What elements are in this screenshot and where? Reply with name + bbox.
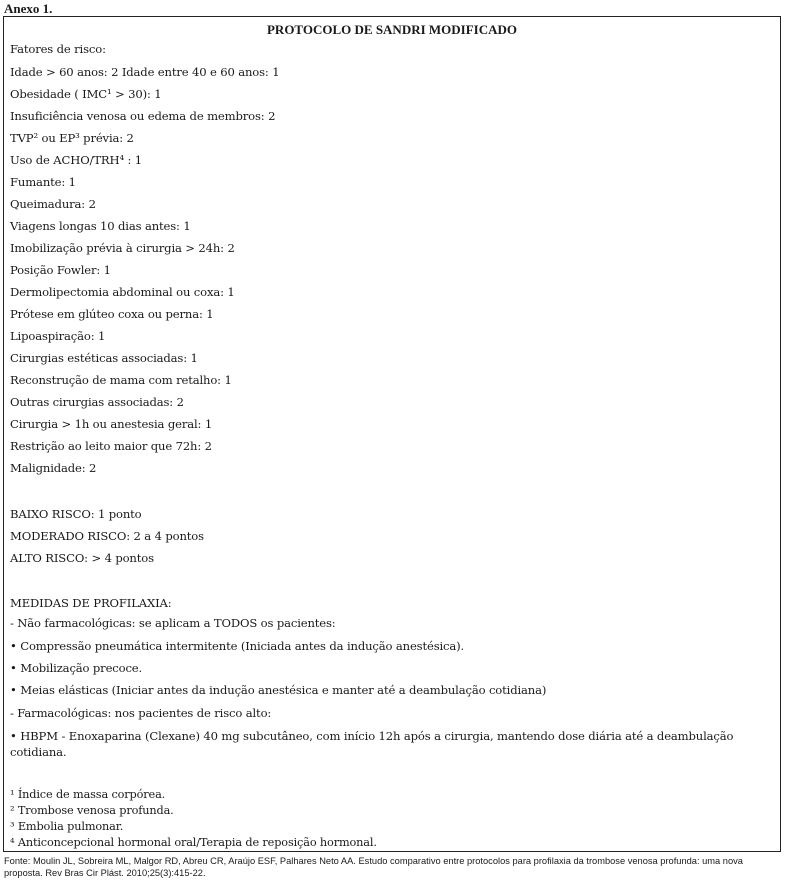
- risk-factor-previous-dvt: TVP² ou EP³ prévia: 2: [10, 131, 134, 145]
- risk-level-high: ALTO RISCO: > 4 pontos: [10, 551, 154, 565]
- prophylaxis-heading: MEDIDAS DE PROFILAXIA:: [10, 596, 172, 610]
- non-pharma-item-mobilization: • Mobilização precoce.: [10, 661, 143, 675]
- risk-factor-malignancy: Malignidade: 2: [10, 461, 97, 475]
- annex-label: Anexo 1.: [4, 1, 53, 16]
- risk-factor-burn: Queimadura: 2: [10, 197, 96, 211]
- risk-factor-long-travel: Viagens longas 10 dias antes: 1: [10, 219, 191, 233]
- protocol-title: PROTOCOLO DE SANDRI MODIFICADO: [266, 22, 518, 37]
- risk-factor-other-surgeries: Outras cirurgias associadas: 2: [10, 395, 184, 409]
- risk-level-low: BAIXO RISCO: 1 ponto: [10, 507, 142, 521]
- non-pharma-heading: - Não farmacológicas: se aplicam a TODOS os pacientes:: [10, 616, 336, 630]
- risk-factor-bed-restriction: Restrição ao leito maior que 72h: 2: [10, 439, 212, 453]
- risk-factor-aesthetic-surgeries: Cirurgias estéticas associadas: 1: [10, 351, 198, 365]
- footnote-3: ³ Embolia pulmonar.: [10, 820, 124, 833]
- risk-factor-liposuction: Lipoaspiração: 1: [10, 329, 106, 343]
- risk-factor-hormonal: Uso de ACHO/TRH⁴ : 1: [10, 153, 142, 167]
- protocol-box: [3, 16, 781, 852]
- risk-factor-surgery-duration: Cirurgia > 1h ou anestesia geral: 1: [10, 417, 213, 431]
- pharma-heading: - Farmacológicas: nos pacientes de risco alto:: [10, 706, 272, 720]
- pharma-item-hbpm: • HBPM - Enoxaparina (Clexane) 40 mg subcutâneo, com início 12h após a cirurgia, mantendo dose diária até a deambulação cotidiana.: [10, 729, 734, 759]
- risk-factors-heading: Fatores de risco:: [10, 42, 106, 56]
- risk-factor-obesity: Obesidade ( IMC¹ > 30): 1: [10, 87, 162, 101]
- non-pharma-item-compression: • Compressão pneumática intermitente (Iniciada antes da indução anestésica).: [10, 639, 465, 653]
- risk-factor-smoker: Fumante: 1: [10, 175, 76, 189]
- risk-factor-immobilization: Imobilização prévia à cirurgia > 24h: 2: [10, 241, 235, 255]
- source-citation: Fonte: Moulin JL, Sobreira ML, Malgor RD, Abreu CR, Araújo ESF, Palhares Neto AA. Estudo comparativo entre protocolos para profilaxia da trombose venosa profunda: uma nova proposta. Rev Bras Cir Plást. 2010;25(3):415-22.: [4, 856, 743, 878]
- footnote-1: ¹ Índice de massa corpórea.: [10, 788, 166, 801]
- risk-factor-breast-reconstruction: Reconstrução de mama com retalho: 1: [10, 373, 232, 387]
- risk-factor-fowler: Posição Fowler: 1: [10, 263, 111, 277]
- non-pharma-item-stockings: • Meias elásticas (Iniciar antes da indução anestésica e manter até a deambulação cotidiana): [10, 683, 547, 697]
- risk-factor-age: Idade > 60 anos: 2 Idade entre 40 e 60 anos: 1: [10, 65, 280, 79]
- risk-level-moderate: MODERADO RISCO: 2 a 4 pontos: [10, 529, 204, 543]
- risk-factor-dermolipectomy: Dermolipectomia abdominal ou coxa: 1: [10, 285, 235, 299]
- risk-factor-venous-insufficiency: Insuficiência venosa ou edema de membros: 2: [10, 109, 276, 123]
- risk-factor-prosthesis: Prótese em glúteo coxa ou perna: 1: [10, 307, 214, 321]
- footnote-2: ² Trombose venosa profunda.: [10, 804, 174, 817]
- footnote-4: ⁴ Anticoncepcional hormonal oral/Terapia de reposição hormonal.: [10, 836, 377, 849]
